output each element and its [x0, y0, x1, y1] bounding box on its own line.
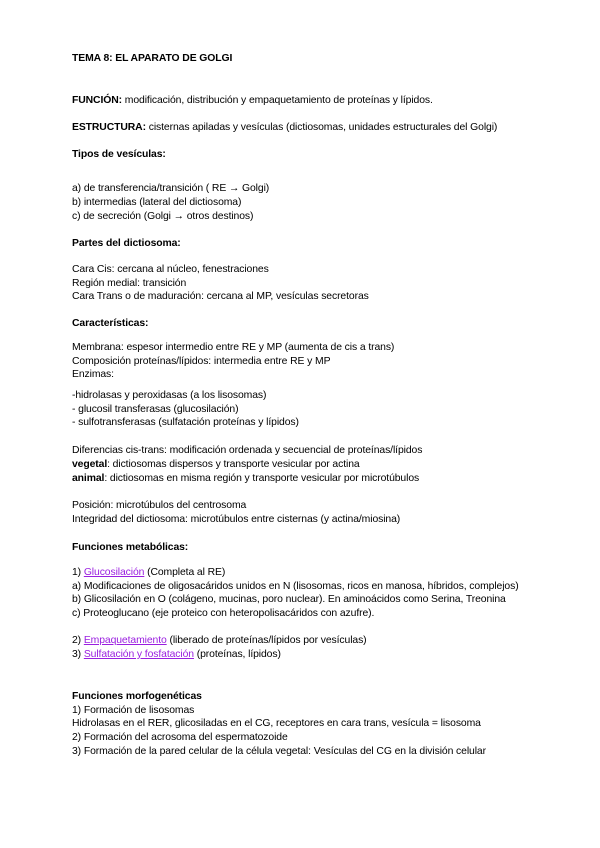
tipos-vesiculas-heading: Tipos de vesículas:	[72, 149, 166, 160]
list-item: Cara Trans o de maduración: cercana al MP, vesículas secretoras	[72, 291, 369, 302]
animal-text: : dictiosomas en misma región y transporte vesicular por microtúbulos	[104, 473, 420, 484]
caracteristicas-heading: Características:	[72, 318, 149, 329]
glucosilacion-link[interactable]: Glucosilación	[83, 567, 145, 578]
list-item: c) de secreción (Golgi → otros destinos)	[72, 211, 254, 222]
item-number: 2)	[72, 635, 84, 646]
list-item: 1) Formación de lisosomas	[72, 705, 195, 716]
glucosilacion-line	[72, 566, 225, 579]
funcion-label: FUNCIÓN:	[72, 95, 122, 106]
list-item: Región medial: transición	[72, 278, 187, 289]
list-item: c) Proteoglucano (eje proteico con heteropolisacáridos con azufre).	[72, 608, 375, 619]
list-item: - glucosil transferasas (glucosilación)	[72, 404, 239, 415]
list-item: a) de transferencia/transición ( RE → Golgi)	[72, 183, 270, 194]
animal-line	[72, 472, 419, 485]
list-item: Enzimas:	[72, 369, 114, 380]
vegetal-label: vegetal	[72, 459, 108, 470]
list-item: b) intermedias (lateral del dictiosoma)	[72, 197, 242, 208]
diferencias-line: Diferencias cis-trans: modificación ordenada y secuencial de proteínas/lípidos	[72, 445, 423, 456]
sulfatacion-line	[72, 648, 281, 661]
list-item: 3) Formación de la pared celular de la célula vegetal: Vesículas del CG en la división celular	[72, 746, 486, 757]
item-number: 3)	[72, 649, 84, 660]
empaquetamiento-link[interactable]: Empaquetamiento	[83, 635, 167, 646]
integridad-line: Integridad del dictiosoma: microtúbulos entre cisternas (y actina/miosina)	[72, 514, 401, 525]
sulfatacion-link[interactable]: Sulfatación y fosfatación	[83, 649, 194, 660]
partes-heading: Partes del dictiosoma:	[72, 238, 181, 249]
list-item: - sulfotransferasas (sulfatación proteínas y lípidos)	[72, 417, 299, 428]
animal-label: animal	[72, 473, 105, 484]
list-item: Hidrolasas en el RER, glicosiladas en el CG, receptores en cara trans, vesícula = lisosoma	[72, 718, 481, 729]
list-item: Cara Cis: cercana al núcleo, fenestraciones	[72, 264, 269, 275]
list-item: Membrana: espesor intermedio entre RE y MP (aumenta de cis a trans)	[72, 342, 395, 353]
funcion-text: modificación, distribución y empaquetamiento de proteínas y lípidos.	[122, 95, 433, 106]
estructura-label: ESTRUCTURA:	[72, 122, 146, 133]
list-item: Composición proteínas/lípidos: intermedia entre RE y MP	[72, 356, 331, 367]
vegetal-line	[72, 458, 360, 471]
list-item: b) Glicosilación en O (colágeno, mucinas, poro nuclear). En aminoácidos como Serina, Treonina	[72, 594, 506, 605]
document-title: TEMA 8: EL APARATO DE GOLGI	[72, 53, 233, 64]
list-item: -hidrolasas y peroxidasas (a los lisosomas)	[72, 390, 267, 401]
item-text: (liberado de proteínas/lípidos por vesículas)	[166, 635, 367, 646]
estructura-text: cisternas apiladas y vesículas (dictiosomas, unidades estructurales del Golgi)	[145, 122, 498, 133]
list-item: 2) Formación del acrosoma del espermatozoide	[72, 732, 288, 743]
item-text: (Completa al RE)	[144, 567, 226, 578]
metabolicas-heading: Funciones metabólicas:	[72, 542, 189, 553]
estructura-line	[72, 121, 497, 134]
item-text: (proteínas, lípidos)	[193, 649, 281, 660]
funcion-line	[72, 94, 433, 107]
vegetal-text: : dictiosomas dispersos y transporte vesicular por actina	[107, 459, 360, 470]
item-number: 1)	[72, 567, 84, 578]
morfogeneticas-heading: Funciones morfogenéticas	[72, 691, 202, 702]
list-item: a) Modificaciones de oligosacáridos unidos en N (lisosomas, ricos en manosa, híbridos, complejos)	[72, 581, 519, 592]
empaquetamiento-line	[72, 634, 367, 647]
posicion-line: Posición: microtúbulos del centrosoma	[72, 500, 247, 511]
